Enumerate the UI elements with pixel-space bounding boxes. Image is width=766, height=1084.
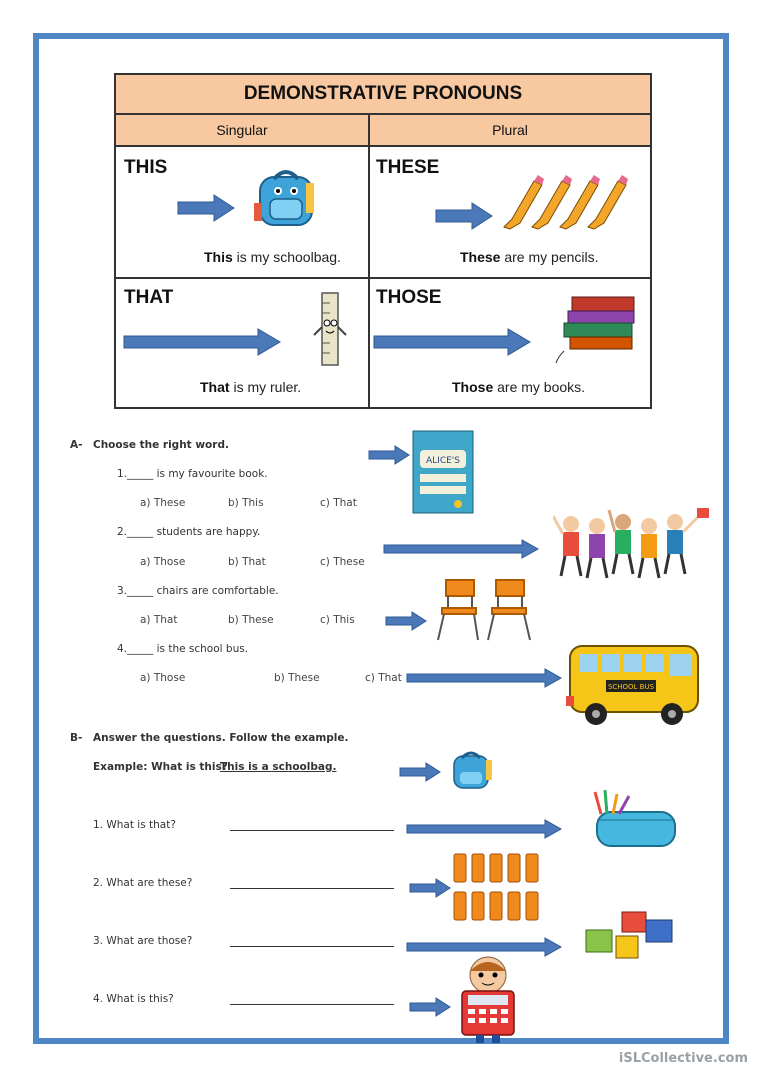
arrow-icon [398, 762, 442, 782]
option-a4-a[interactable]: a) Those [140, 672, 186, 684]
singular-header: Singular [116, 115, 368, 147]
caption-those: Those are my books. [452, 379, 586, 395]
pencil-case-icon [585, 790, 679, 854]
section-a-instruction: Choose the right word. [93, 439, 229, 451]
svg-text:SCHOOL BUS: SCHOOL BUS [607, 683, 655, 691]
option-a3-a[interactable]: a) That [140, 614, 178, 626]
long-arrow-icon [405, 937, 563, 957]
long-arrow-icon [405, 819, 563, 839]
option-a2-a[interactable]: a) Those [140, 556, 186, 568]
happy-students-icon [553, 502, 713, 582]
schoolbag-icon [246, 163, 328, 231]
question-b3: 3. What are those? [93, 935, 193, 947]
arrow-icon [367, 445, 411, 465]
boy-with-calculator-icon [456, 955, 520, 1045]
answer-line-b1[interactable] [230, 830, 394, 831]
schoolbag-small-icon [444, 746, 500, 792]
arrow-icon [434, 201, 494, 231]
answer-line-b2[interactable] [230, 888, 394, 889]
caption-that: That is my ruler. [200, 379, 302, 395]
long-arrow-icon [405, 668, 563, 688]
question-a2: 2._____ students are happy. [117, 526, 261, 538]
caption-these: These are my pencils. [460, 249, 599, 265]
option-a3-c[interactable]: c) This [320, 614, 355, 626]
section-a-letter: A- [70, 439, 83, 451]
option-a4-b[interactable]: b) These [274, 672, 320, 684]
section-b-instruction: Answer the questions. Follow the example. [93, 732, 349, 744]
question-a3: 3._____ chairs are comfortable. [117, 585, 279, 597]
question-b2: 2. What are these? [93, 877, 193, 889]
pencils-icon [500, 175, 640, 231]
question-a4: 4._____ is the school bus. [117, 643, 249, 655]
option-a2-b[interactable]: b) That [228, 556, 266, 568]
school-bus-icon [566, 636, 706, 728]
answer-line-b3[interactable] [230, 946, 394, 947]
option-a1-a[interactable]: a) These [140, 497, 186, 509]
arrow-icon [176, 193, 236, 223]
long-arrow-icon [372, 327, 532, 357]
erasers-icon [452, 852, 548, 924]
question-a1: 1._____ is my favourite book. [117, 468, 268, 480]
table-divider [368, 115, 370, 407]
sharpeners-icon [582, 906, 678, 964]
svg-text:ALICE'S: ALICE'S [426, 456, 460, 466]
chairs-icon [436, 578, 534, 642]
watermark: iSLCollective.com [618, 1051, 748, 1066]
option-a1-b[interactable]: b) This [228, 497, 264, 509]
ruler-icon [312, 291, 348, 367]
example-answer: This is a schoolbag. [220, 761, 337, 773]
option-a4-c[interactable]: c) That [365, 672, 402, 684]
arrow-icon [408, 997, 452, 1017]
answer-line-b4[interactable] [230, 1004, 394, 1005]
option-a2-c[interactable]: c) These [320, 556, 365, 568]
question-b1: 1. What is that? [93, 819, 176, 831]
plural-header: Plural [370, 115, 650, 147]
option-a1-c[interactable]: c) That [320, 497, 357, 509]
question-b4: 4. What is this? [93, 993, 174, 1005]
arrow-icon [384, 611, 428, 631]
word-that: THAT [124, 287, 174, 308]
long-arrow-icon [382, 539, 540, 559]
storybook-icon [412, 430, 474, 514]
caption-this: This is my schoolbag. [204, 249, 341, 265]
word-these: THESE [376, 157, 440, 178]
table-title: DEMONSTRATIVE PRONOUNS [116, 75, 650, 115]
pronoun-table [114, 73, 652, 409]
section-b-letter: B- [70, 732, 83, 744]
word-those: THOSE [376, 287, 442, 308]
arrow-icon [408, 878, 452, 898]
books-icon [554, 291, 644, 365]
long-arrow-icon [122, 327, 282, 357]
table-row-divider [116, 277, 650, 279]
example-label: Example: What is this? [93, 761, 228, 773]
word-this: THIS [124, 157, 168, 178]
option-a3-b[interactable]: b) These [228, 614, 274, 626]
